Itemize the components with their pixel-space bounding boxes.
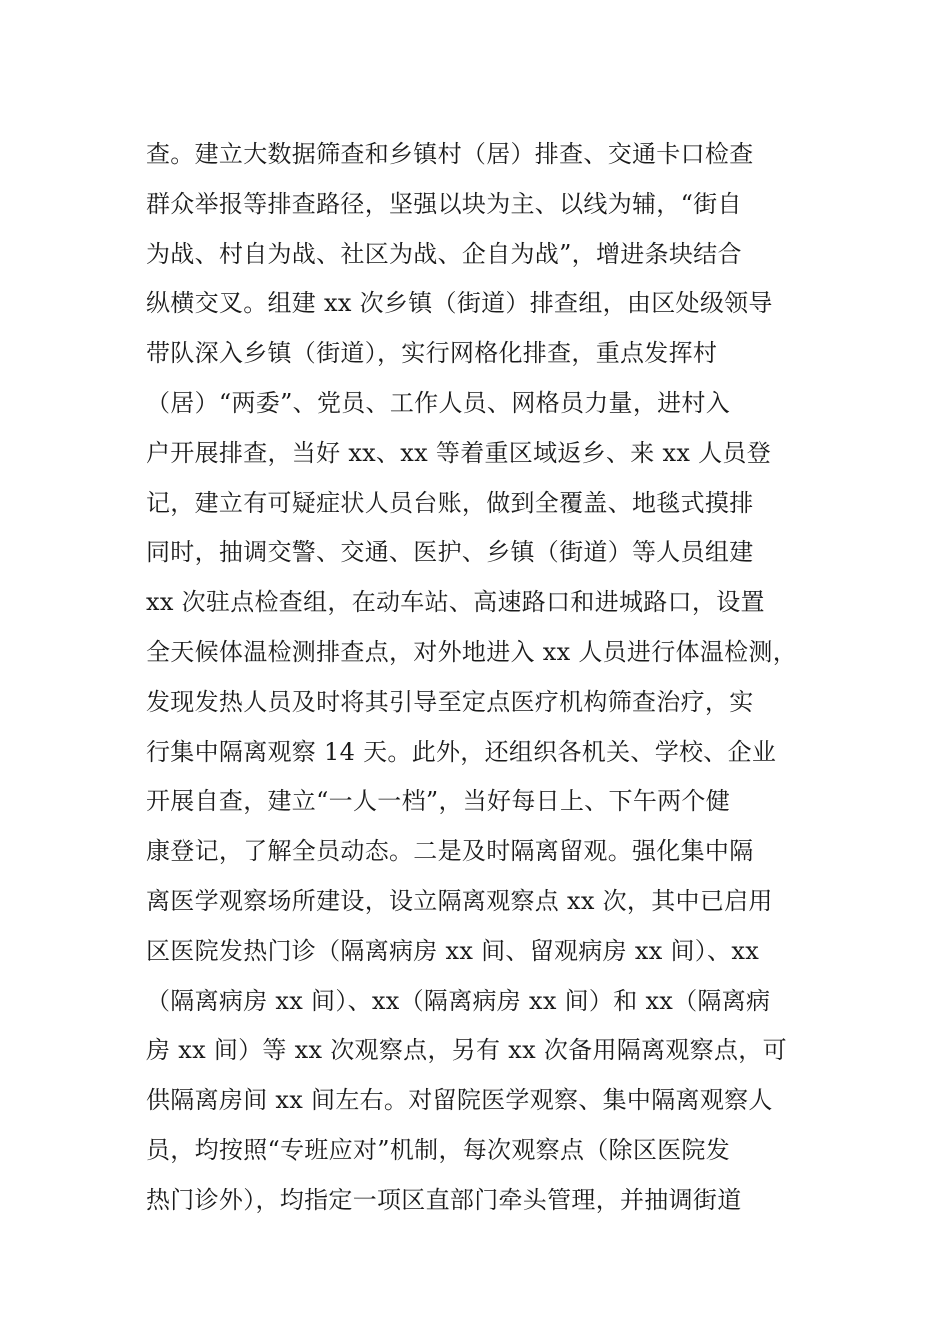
text-line: 同时，抽调交警、交通、医护、乡镇（街道）等人员组建: [146, 538, 754, 567]
text-line: 户开展排查，当好 xx、xx 等着重区域返乡、来 xx 人员登: [146, 438, 772, 467]
text-line: xx 次驻点检查组，在动车站、高速路口和进城路口，设置: [146, 588, 765, 617]
text-line: （居）“两委”、党员、工作人员、网格员力量，进村入: [146, 388, 731, 417]
body-text: [146, 130, 826, 1226]
text-line: 离医学观察场所建设，设立隔离观察点 xx 次，其中已启用: [146, 886, 773, 915]
text-line: 供隔离房间 xx 间左右。对留院医学观察、集中隔离观察人: [146, 1086, 773, 1115]
text-line: （隔离病房 xx 间）、xx（隔离病房 xx 间）和 xx（隔离病: [146, 986, 771, 1015]
text-line: 群众举报等排查路径，坚强以块为主、以线为辅，“街自: [146, 189, 742, 218]
text-line: 全天候体温检测排查点，对外地进入 xx 人员进行体温检测，: [146, 637, 798, 666]
text-line: 康登记，了解全员动态。二是及时隔离留观。强化集中隔: [146, 837, 754, 866]
text-line: 区医院发热门诊（隔离病房 xx 间、留观病房 xx 间）、xx: [146, 936, 760, 965]
text-line: 发现发热人员及时将其引导至定点医疗机构筛查治疗，实: [146, 687, 754, 716]
text-line: 开展自查，建立“一人一档”，当好每日上、下午两个健: [146, 787, 731, 816]
text-line: 带队深入乡镇（街道），实行网格化排查，重点发挥村: [146, 339, 718, 368]
text-line: 房 xx 间）等 xx 次观察点，另有 xx 次备用隔离观察点，可: [146, 1036, 787, 1065]
text-line: 热门诊外），均指定一项区直部门牵头管理，并抽调街道: [146, 1185, 742, 1214]
text-line: 纵横交叉。组建 xx 次乡镇（街道）排查组，由区处级领导: [146, 289, 773, 318]
text-line: 记，建立有可疑症状人员台账，做到全覆盖、地毯式摸排: [146, 488, 754, 517]
text-line: 员，均按照“专班应对”机制，每次观察点（除区医院发: [146, 1135, 731, 1164]
text-line: 行集中隔离观察 14 天。此外，还组织各机关、学校、企业: [146, 737, 777, 766]
text-line: 查。建立大数据筛查和乡镇村（居）排查、交通卡口检查: [146, 140, 754, 168]
text-line: 为战、村自为战、社区为战、企自为战”，增进条块结合: [146, 239, 742, 268]
